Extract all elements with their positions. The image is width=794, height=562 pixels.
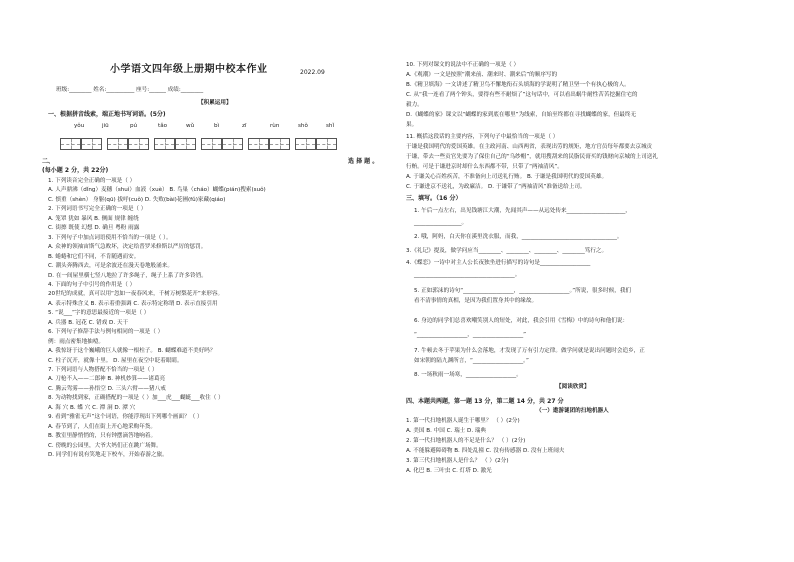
- answer-box[interactable]: [201, 138, 243, 150]
- page-title: 小学语文四年级上册期中校本作业: [110, 64, 268, 75]
- question-line: C. 傍晚的公园里，大爷大妈们正在跳广场舞。: [48, 442, 162, 449]
- question-2-points: (每小题 2 分，共 22分): [42, 167, 109, 174]
- exam-date: 2022.09: [300, 69, 325, 76]
- question-line: C. 慎重（shèn） 身躯(qū) 拔呼(cuǒ) D. 失败(bài)花圃(fǔ)家藏(qiáo): [48, 196, 226, 203]
- question-line: 7. 牛顿去冬于苹果为什么会落地，才发现了万有引力定律。做学问就是说出问题时会追乡，正: [414, 348, 645, 354]
- question-line: 7. 下列词语与人物搭配不恰当的一项是（ ）: [48, 367, 158, 373]
- question-line: 6. 下列句子修辞手法与例句相同的一项是（ ）: [48, 329, 164, 336]
- question-line: 看不清事情的真相，是因为我们置身其中的缘故。: [414, 298, 538, 304]
- question-line: A. 于谦关心百姓疾苦，不准备向上司送礼行贿。 B. 于谦是我国明代的爱国英雄。: [406, 174, 608, 180]
- question-line: 3. 下列句子中加点词语使用不恰当的一项是（ ）。: [48, 234, 172, 241]
- question-line: A. 春节到了，人们在街上开心地采购年货。: [48, 423, 156, 430]
- question-line: A. 众神的领袖宙斯气急败坏，决定给普罗米修斯以严厉的惩罚。: [48, 244, 207, 251]
- question-line: 于谦，带去一些贡官先要为了保住自己的“乌纱帽”，就用搜刮来的民脂民膏买的钱财向京城的上司送礼: [406, 154, 658, 160]
- question-line: 6. 身边的同学们总喜欢嘲笑别人的短处，对此，我会引用《雪梅》中的诗句和他们说：: [414, 318, 629, 324]
- question-line: B. 蜷蜷和它们不同，不肯随遇而安。: [48, 253, 140, 260]
- question-line: 【阅读欣赏】: [556, 384, 590, 390]
- question-line: 毅力。: [406, 102, 423, 108]
- question-line: 8. 为动物找到家，正确搭配的一项是（ ）加___虎___蝴蜓___收住（ ）: [48, 395, 224, 402]
- question-line: A. 海 穴 B. 蝶 穴 C. 潭 洞 D. 潭 穴: [48, 404, 136, 411]
- question-line: C. 于谦进京不送礼，为政廉洁。 D. 于谦带了“两袖清风”准备送给上司。: [406, 184, 586, 190]
- question-line: 2. 哦，阿妈，白天你在溪里洗衣服，而我，__________________________________。: [414, 234, 623, 240]
- answer-box[interactable]: [154, 138, 196, 150]
- question-line: A. 美国 B. 中国 C. 瑞士 D. 瑞典: [406, 428, 487, 434]
- question-line: C. 街擦 既使 幻想 D. 确旦 粤粉 雨露: [48, 225, 140, 232]
- question-line: 四、本题共两题，第一题 13 分，第二题 14 分，共 27 分: [406, 398, 564, 405]
- question-line: B.《精卫填海》一文讲述了精卫鸟不懈地衔石头填海的学说明了精卫坚一个有执心极的人。: [406, 82, 630, 88]
- question-line: 5. 正如郭沫的诗句“__________________，__________________。”所说，很多时候，我们: [414, 288, 632, 294]
- question-line: 于谦是我国明代的爱国英雄。在主政河南、山西两省，表现出劳的规矩，地方官员每年都要去京城贡: [406, 144, 653, 150]
- pinyin: shǒ: [298, 123, 308, 129]
- pinyin: zī: [242, 123, 247, 129]
- question-line: 20世纪的成就，真可以用“忽如一夜春风来，千树万树梨花开”来形容。: [48, 291, 224, 298]
- question-line: 4. 下面的句子中引号的作用是（ ）: [48, 281, 136, 288]
- question-line: 9. 看到“雅雀无声”这个词语，你能浮现出下列哪个画面？（ ）: [48, 414, 203, 421]
- pinyin-row: [74, 123, 354, 129]
- pinyin: jiū: [102, 123, 109, 129]
- question-line: A. 我惊讶于这个巍峨的巨人就像一根柱子。 B. 蝴蝶难道不美好吗？: [48, 348, 216, 355]
- student-info-line: 班级:________ 姓名:__________ 座号:______ 成绩:________: [56, 87, 204, 93]
- section-heading-accumulate: 【积累运用】: [198, 100, 232, 106]
- question-line: 例：雨点密集地抽噎。: [48, 338, 104, 345]
- question-line: C. 潮头奔腾西去，可是余波还在漫天卷地般涌来。: [48, 263, 173, 270]
- question-line: A. 兵器 B. 冠花 C. 错戏 D. 天干: [48, 319, 129, 326]
- pinyin: yǒu: [74, 123, 85, 129]
- question-line: D. 在一间屋里横七竖八地拉了许多绳子，绳子上系了许多铃铛。: [48, 272, 207, 279]
- question-line: D.《蝴蝶的家》课文以“蝴蝶的家到底在哪里”为线索，自始至终都在寻找蝴蝶的家，但最终无: [406, 112, 637, 118]
- question-line: A. 人声鼎沸（dǐng）麦穗（shuì）血液（xuè） B. 鸟巢（cháo）蝴蝶(pián)搜索(suǒ): [48, 187, 266, 194]
- question-2-number: 二、: [42, 158, 55, 165]
- question-line: C. 从“我一连看了两个钟头，要得有些不耐烦了”这句话中，可以看出蜗牛耐性苦苦挖掘住宅的: [406, 92, 638, 98]
- question-line: A. 表示特殊含义 B. 表示着重强调 C. 表示特定称谓 D. 表示直接引用: [48, 300, 218, 307]
- pinyin: shǐ: [326, 123, 335, 129]
- question-line: 8. 一场秋雨一场寒，__________________。: [414, 372, 522, 378]
- question-line: A. 不能躲避障碍物 B. 四处乱撞 C. 没有传感器 D. 没有上班闹夫: [406, 448, 565, 454]
- question-line: 2. 第一代扫地机器人的不足是什么？ （ ）(2分): [406, 438, 526, 444]
- question-line: 如宋朝的陆九渊所言，“__________________。”: [414, 358, 529, 364]
- question-line: _________________。: [414, 220, 468, 226]
- pinyin: wǔ: [186, 123, 195, 129]
- question-line: 3.《礼记》提及，做学问应当________、________、________、________笃行之。: [406, 248, 608, 254]
- pinyin: bì: [214, 123, 220, 129]
- question-line: “__________________，__________________”: [414, 332, 527, 338]
- pinyin: tǎo: [158, 123, 168, 129]
- question-line: 果。: [406, 122, 418, 128]
- question-line: C. 柱子沉开，就像十里。 D. 屋里在夜空中眨着眼睛。: [48, 357, 183, 364]
- answer-box[interactable]: [107, 138, 149, 150]
- question-line: 11. 概括这段话的主要内容，下列句子中最恰当的一项是（ ）: [406, 134, 559, 140]
- question-line: 1. 下列读音完全正确的一项是（ ）: [48, 178, 136, 184]
- question-line: A. 笼罩 犹如 暴风 B. 侧面 规律 缠绕: [48, 215, 139, 222]
- answer-box[interactable]: [248, 138, 290, 150]
- pinyin: pú: [130, 123, 138, 129]
- writing-grid: [60, 138, 337, 150]
- question-line: ____________________________________。: [414, 272, 521, 278]
- question-2-heading: 选 择 题 。: [348, 158, 379, 165]
- question-1-heading: 一、根据拼音线索，端正地书写词语。(5分): [48, 111, 166, 118]
- question-line: 1. 午后一点左右，出见钱塘江大潮，先闻其声——从远处传来_____________________，: [414, 208, 631, 214]
- question-line: C. 腾云驾雾——孙悟空 D. 三头六臂——猪八戒: [48, 385, 166, 392]
- question-line: （一）遨游谜团的扫地机器人: [536, 408, 609, 414]
- answer-box[interactable]: [60, 138, 102, 150]
- question-line: 三、填写。（16 分）: [406, 195, 462, 202]
- question-line: A. 刀枪不入——二郎神 B. 神机妙算——诸葛亮: [48, 376, 166, 383]
- question-line: A.《观潮》一文是按照“潮来前、潮来时、潮来后”的顺序写的: [406, 72, 558, 78]
- question-line: 5. “说___”字的意思最接近的一项是（ ）: [48, 310, 150, 317]
- answer-box[interactable]: [295, 138, 337, 150]
- question-line: 行贿。可是于谦进京时却什么东西都不带，只带了“两袖清风”。: [406, 164, 563, 170]
- question-line: D. 同学们有说有笑地走下校车，开始春游之旅。: [48, 452, 168, 459]
- question-line: B. 教室里静悄悄的，只有钟摆滴答地响着。: [48, 433, 157, 440]
- question-line: 4.《蝶恋》一诗中对主人公长夜独坐进行描写的诗句是__________________: [406, 260, 591, 266]
- question-line: 10. 下列对课文的说法中不正确的一项是（ ）: [406, 62, 520, 68]
- question-line: A. 化巴 B. 三叶虫 C. 灯塔 D. 激光: [406, 468, 492, 474]
- question-line: 1. 第一代扫地机器人诞生于哪里？ （ ）(2分): [406, 418, 520, 424]
- question-line: 3. 第三代扫地机器人是什么？ （ ）(2分): [406, 458, 509, 464]
- pinyin: rùn: [270, 123, 280, 129]
- question-line: 2. 下列词语书写完全正确的一项是（ ）: [48, 206, 147, 213]
